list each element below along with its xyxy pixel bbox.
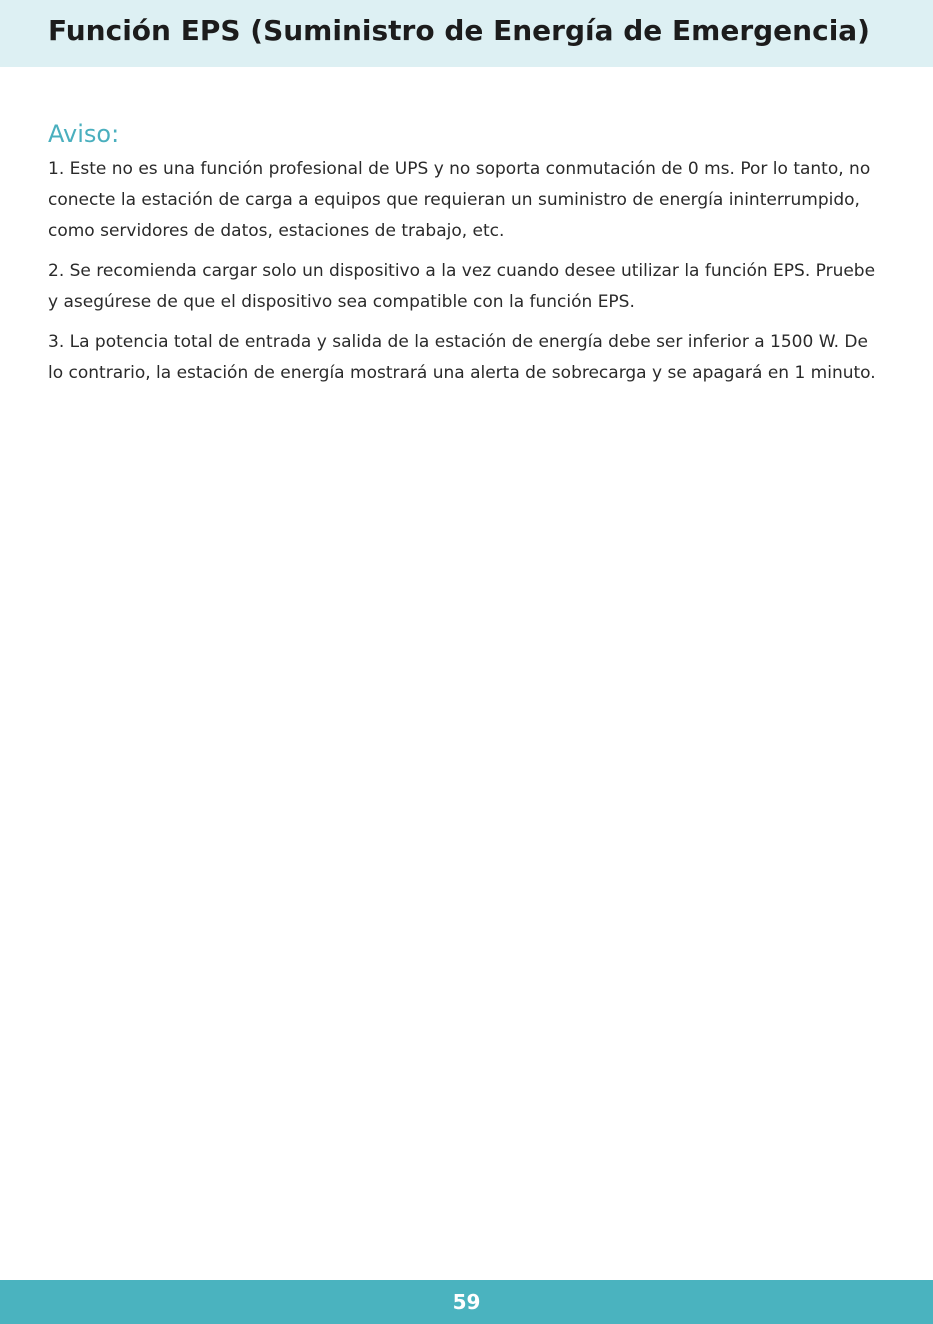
page-title: Función EPS (Suministro de Energía de Emergencia) xyxy=(48,14,870,47)
notice-item-3: 3. La potencia total de entrada y salida de la estación de energía debe ser inferior a 1500 W. De lo contrario, la estación de energía mostrará una alerta de sobrecarga y se apagará en 1 minuto. xyxy=(48,332,876,383)
notice-item-2: 2. Se recomienda cargar solo un dispositivo a la vez cuando desee utilizar la función EPS. Pruebe y asegúrese de que el dispositivo sea compatible con la función EPS. xyxy=(48,261,876,312)
notice-heading: Aviso: xyxy=(48,120,120,148)
notice-section xyxy=(48,118,878,398)
footer-band xyxy=(0,1280,933,1324)
page-number: 59 xyxy=(452,1290,481,1314)
notice-item-1: 1. Este no es una función profesional de UPS y no soporta conmutación de 0 ms. Por lo tanto, no conecte la estación de carga a equipos que requieran un suministro de energía ininterrumpido, como servidores de datos, estaciones de trabajo, etc. xyxy=(48,159,871,241)
header-band xyxy=(0,0,933,67)
